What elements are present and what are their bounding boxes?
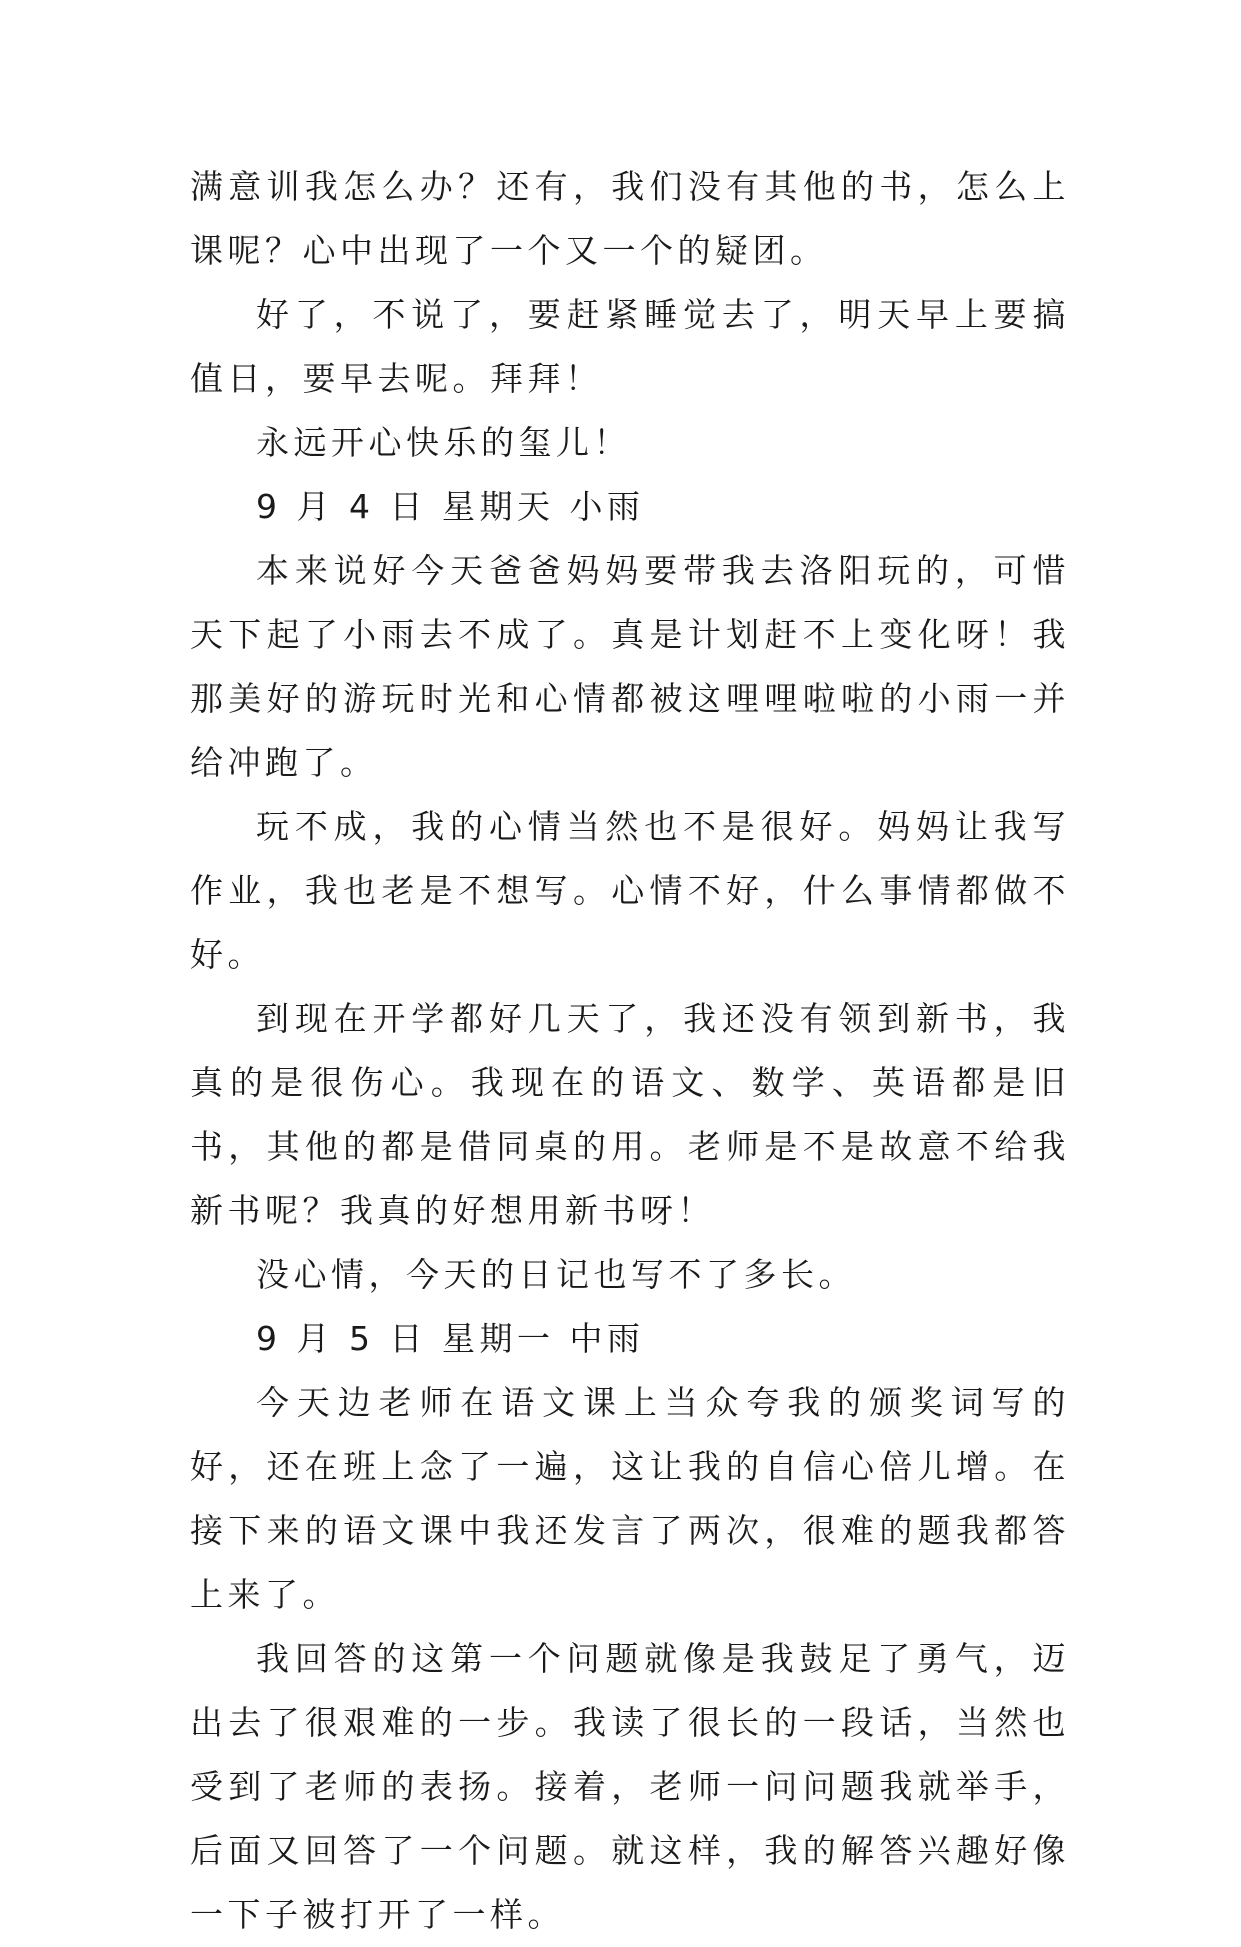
document-body [190,155,1070,1947]
diary-date-heading: 9 月 4 日 星期天 小雨 [256,487,645,526]
paragraph: 今天边老师在语文课上当众夸我的颁奖词写的好，还在班上念了一遍，这让我的自信心倍儿增。在接下来的语文课中我还发言了两次，很难的题我都答上来了。 [190,1383,1070,1614]
paragraph: 好了，不说了，要赶紧睡觉去了，明天早上要搞值日，要早去呢。拜拜！ [190,295,1070,398]
paragraph-continuation: 满意训我怎么办？还有，我们没有其他的书，怎么上课呢？心中出现了一个又一个的疑团。 [190,167,1070,270]
paragraph: 我回答的这第一个问题就像是我鼓足了勇气，迈出去了很艰难的一步。我读了很长的一段话，当然也受到了老师的表扬。接着，老师一问问题我就举手，后面又回答了一个问题。就这样，我的解答兴趣好像一下子被打开了一样。 [190,1639,1070,1934]
signature-line: 永远开心快乐的玺儿！ [256,423,631,462]
paragraph: 玩不成，我的心情当然也不是很好。妈妈让我写作业，我也老是不想写。心情不好，什么事情都做不好。 [190,807,1070,974]
paragraph: 到现在开学都好几天了，我还没有领到新书，我真的是很伤心。我现在的语文、数学、英语都是旧书，其他的都是借同桌的用。老师是不是故意不给我新书呢？我真的好想用新书呀！ [190,999,1070,1230]
paragraph: 本来说好今天爸爸妈妈要带我去洛阳玩的，可惜天下起了小雨去不成了。真是计划赶不上变化呀！我那美好的游玩时光和心情都被这哩哩啦啦的小雨一并给冲跑了。 [190,551,1070,782]
paragraph: 没心情，今天的日记也写不了多长。 [256,1255,856,1294]
diary-date-heading: 9 月 5 日 星期一 中雨 [256,1319,645,1358]
